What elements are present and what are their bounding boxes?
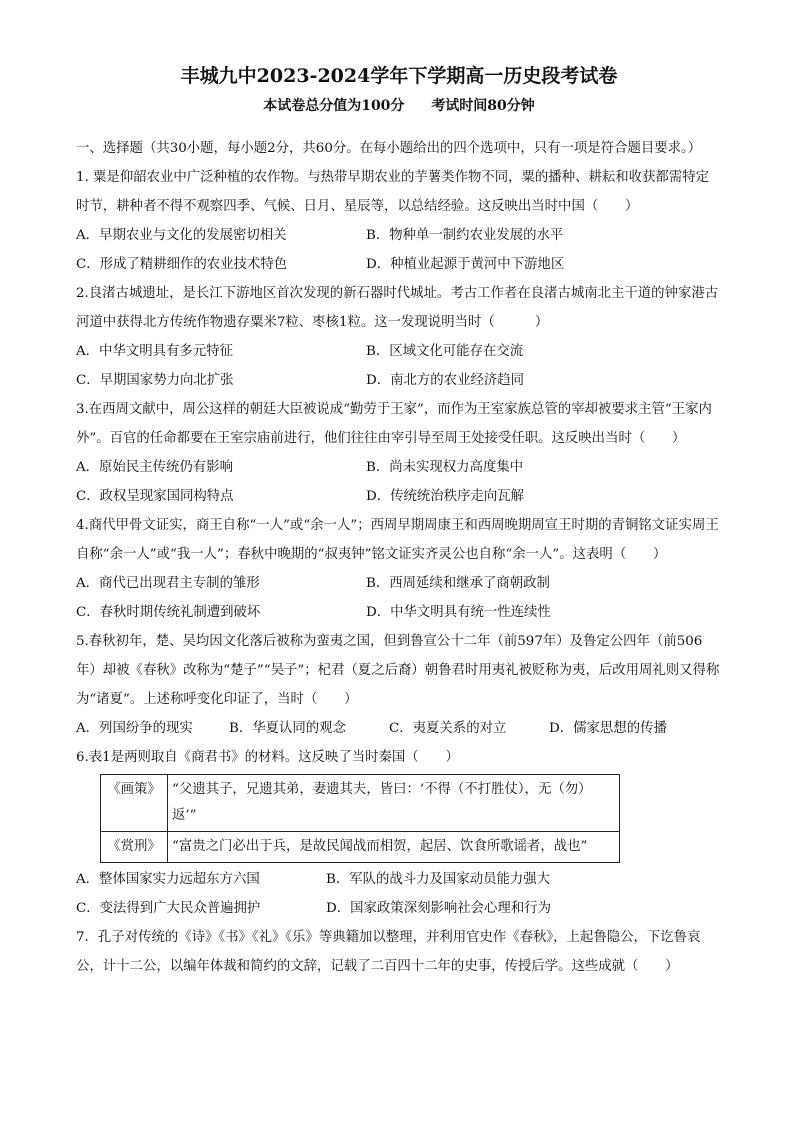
option-d: D．南北方的农业经济趋同 — [366, 373, 525, 388]
option-d: D．中华文明具有统一性连续性 — [366, 605, 551, 620]
table-key: 《画策》 — [101, 775, 168, 832]
option-c: C．春秋时期传统礼制遭到破坏 — [76, 605, 261, 620]
option-a: A．中华文明具有多元特征 — [76, 344, 233, 359]
option-d: D．种植业起源于黄河中下游地区 — [366, 257, 565, 272]
question-2-options — [76, 337, 722, 395]
option-c: C．形成了精耕细作的农业技术特色 — [76, 257, 288, 272]
question-1-options — [76, 221, 722, 279]
table-row — [101, 775, 620, 832]
question-7: 7．孔子对传统的《诗》《书》《礼》《乐》等典籍加以整理，并利用官史作《春秋》，上起鲁隐公，下讫鲁哀公，计十二公，以编年体裁和简约的文辞，记载了二百四十二年的史事，传授后学。这些成就（ ） — [76, 930, 701, 974]
table-text: “父遗其子，兄遗其弟，妻遗其夫，皆曰：‘不得（不打胜仗），无（勿）返’” — [168, 775, 620, 832]
option-c: C．夷夏关系的对立 — [389, 721, 507, 736]
question-3-options — [76, 453, 722, 511]
score-info: 本试卷总分值为100分 — [263, 98, 405, 114]
question-4: 4.商代甲骨文证实，商王自称“一人”或“余一人”；西周早期周康王和西周晚期周宣王时期的青铜铭文证实周王自称“余一人”或“我一人”；春秋中晚期的“叔夷钟”铭文证实齐灵公也自称“余一人”。这表明（ ） — [76, 518, 719, 562]
question-3: 3.在西周文献中，周公这样的朝廷大臣被说成“勤劳于王家”，而作为王室家族总管的宰却被要求主管“王家内外”。百官的任命都要在王室宗庙前进行，他们往往由宰引导至周王处接受任职。这反映出当时（ ） — [76, 402, 712, 446]
option-a: A．列国纷争的现实 — [76, 721, 193, 736]
question-1: 1. 粟是仰韶农业中广泛种植的农作物。与热带早期农业的芋薯类作物不同，粟的播种、耕耘和收获都需特定时节，耕种者不得不观察四季、气候、日月、星辰等，以总结经验。这反映出当时中国（ ） — [76, 170, 709, 214]
table-text: “富贵之门必出于兵，是故民闻战而相贺，起居、饮食所歌谣者，战也” — [168, 832, 620, 863]
option-b: B．物种单一制约农业发展的水平 — [366, 228, 564, 243]
option-b: B．尚未实现权力高度集中 — [366, 460, 524, 475]
option-d: D．传统统治秩序走向瓦解 — [366, 489, 525, 504]
question-2: 2.良渚古城遗址，是长江下游地区首次发现的新石器时代城址。考古工作者在良渚古城南北主干道的钟家港古河道中获得北方传统作物遗存粟米7粒、枣核1粒。这一发现说明当时（ ） — [76, 286, 719, 330]
option-b: B．区域文化可能存在交流 — [366, 344, 524, 359]
table-row — [101, 832, 620, 863]
exam-subtitle — [76, 94, 722, 118]
option-b: B．华夏认同的观念 — [229, 721, 346, 736]
option-d: D．国家政策深刻影响社会心理和行为 — [326, 901, 551, 916]
question-6: 6.表1是两则取自《商君书》的材料。这反映了当时秦国（ ） — [76, 750, 459, 765]
option-b: B．军队的战斗力及国家动员能力强大 — [326, 872, 551, 887]
question-5-options — [76, 714, 722, 743]
option-c: C．早期国家势力向北扩张 — [76, 373, 234, 388]
table-key: 《赏刑》 — [101, 832, 168, 863]
option-c: C．变法得到广大民众普遍拥护 — [76, 901, 261, 916]
option-b: B．西周延续和继承了商朝政制 — [366, 576, 550, 591]
option-a: A．原始民主传统仍有影响 — [76, 460, 233, 475]
source-table — [100, 774, 620, 863]
option-a: A．商代已出现君主专制的雏形 — [76, 576, 260, 591]
option-a: A．整体国家实力远超东方六国 — [76, 872, 260, 887]
option-c: C．政权呈现家国同构特点 — [76, 489, 234, 504]
option-a: A．早期农业与文化的发展密切相关 — [76, 228, 287, 243]
time-info: 考试时间80分钟 — [431, 98, 535, 114]
option-d: D．儒家思想的传播 — [549, 721, 667, 736]
question-5: 5.春秋初年，楚、吴均因文化落后被称为蛮夷之国，但到鲁宣公十二年（前597年）及鲁定公四年（前506年）却被《春秋》改称为“楚子”“吴子”；杞君（夏之后裔）朝鲁君时用夷礼被贬称为夷，后改用周礼则又得称为“诸夏”。上述称呼变化印证了，当时（ ） — [76, 634, 720, 707]
question-6-options — [76, 865, 722, 923]
section-instructions: 一、选择题（共30小题，每小题2分，共60分。在每小题给出的四个选项中，只有一项是符合题目要求。） — [76, 141, 702, 156]
question-4-options — [76, 569, 722, 627]
exam-title: 丰城九中2023-2024学年下学期高一历史段考试卷 — [180, 65, 618, 87]
